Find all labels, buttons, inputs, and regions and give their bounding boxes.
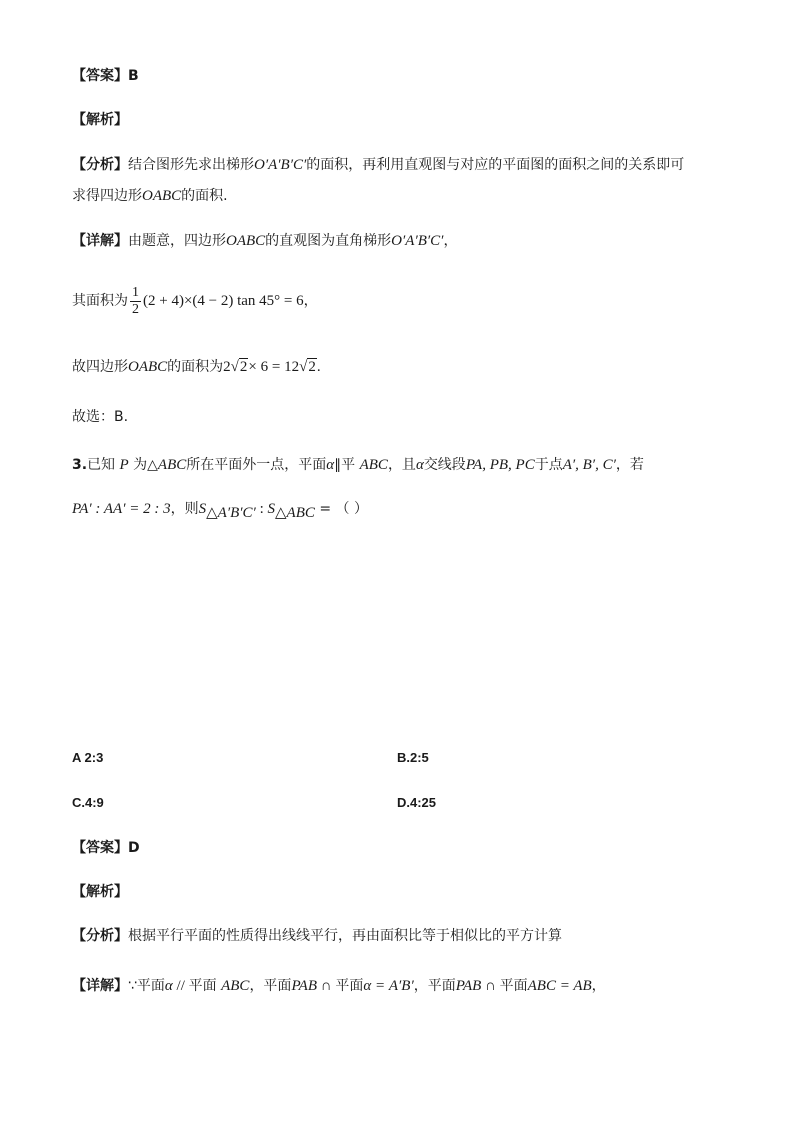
stem-text: 已知 bbox=[87, 457, 116, 473]
stem-math: S bbox=[267, 501, 276, 517]
because-symbol: ∵ bbox=[128, 978, 137, 994]
question-number: 3. bbox=[72, 457, 88, 473]
detail-math: ABC bbox=[221, 978, 250, 994]
stem-math: A′, B′, C′ bbox=[562, 457, 616, 473]
sqrt-radicand: 2 bbox=[308, 359, 316, 375]
stem-math: α bbox=[326, 457, 335, 473]
detail-math: O′A′B′C′ bbox=[391, 233, 444, 249]
fenxi-text: 求得四边形 bbox=[72, 188, 142, 204]
stem-text: △ bbox=[147, 457, 158, 473]
q2-analysis-label bbox=[72, 110, 128, 130]
detail-text: 平面 bbox=[188, 978, 217, 994]
detail-text: ，平面 bbox=[249, 978, 292, 994]
q2-fenxi-line1 bbox=[72, 155, 684, 175]
option-a: A 2:3 bbox=[72, 750, 104, 765]
option-b: B.2:5 bbox=[397, 750, 429, 765]
sqrt-symbol: √2 bbox=[299, 359, 316, 375]
stem-math: PA′ : AA′ = 2 : 3 bbox=[72, 501, 171, 517]
stem-math: S bbox=[198, 501, 207, 517]
fraction-denominator: 2 bbox=[132, 301, 139, 317]
q3-stem-line2 bbox=[72, 499, 368, 523]
q2-area-line bbox=[72, 284, 318, 318]
detail-label: 【详解】 bbox=[72, 233, 128, 249]
stem-text: = （ ） bbox=[314, 501, 368, 517]
q2-answer-line bbox=[72, 66, 139, 86]
result-prefix: 故四边形 bbox=[72, 359, 128, 375]
detail-text: ， bbox=[591, 978, 606, 994]
result-math: OABC bbox=[128, 359, 168, 375]
answer-label: 【答案】 bbox=[72, 68, 128, 84]
fraction bbox=[130, 285, 141, 318]
stem-text: 于点 bbox=[534, 457, 563, 473]
area-prefix: 其面积为 bbox=[72, 293, 128, 309]
detail-math: α bbox=[164, 978, 173, 994]
stem-text: 平 bbox=[341, 457, 356, 473]
stem-math: PA, PB, PC bbox=[465, 457, 535, 473]
stem-text: ，且 bbox=[387, 457, 416, 473]
fenxi-label: 【分析】 bbox=[72, 928, 128, 944]
result-end: . bbox=[316, 359, 321, 375]
fraction-numerator: 1 bbox=[132, 284, 139, 300]
q3-stem-line1 bbox=[72, 455, 644, 475]
stem-math: ABC bbox=[359, 457, 388, 473]
q3-fenxi-line bbox=[72, 926, 562, 946]
stem-text: ，若 bbox=[615, 457, 644, 473]
fenxi-label: 【分析】 bbox=[72, 157, 128, 173]
stem-colon: : bbox=[255, 501, 268, 517]
area-suffix: ， bbox=[303, 293, 318, 309]
detail-text: 平面 bbox=[136, 978, 165, 994]
fenxi-math: OABC bbox=[142, 188, 182, 204]
detail-math: ∩ bbox=[481, 978, 500, 994]
detail-text: ， bbox=[443, 233, 458, 249]
answer-label: 【答案】 bbox=[72, 840, 128, 856]
stem-math: ABC bbox=[157, 457, 187, 473]
stem-text: 所在平面外一点，平面 bbox=[186, 457, 327, 473]
detail-label: 【详解】 bbox=[72, 978, 128, 994]
q2-result-line bbox=[72, 357, 321, 377]
q2-detail-line1 bbox=[72, 231, 457, 251]
q2-choice-line bbox=[72, 407, 128, 427]
detail-text: 的直观图为直角梯形 bbox=[265, 233, 392, 249]
analysis-label: 【解析】 bbox=[72, 884, 128, 900]
fenxi-math: O′A′B′C′ bbox=[254, 157, 307, 173]
result-text: 的面积为 bbox=[167, 359, 224, 375]
result-coef: 2 bbox=[223, 359, 231, 375]
detail-text: ，平面 bbox=[413, 978, 456, 994]
option-c: C.4:9 bbox=[72, 795, 104, 810]
detail-math: ABC = AB bbox=[527, 978, 592, 994]
fenxi-text: 根据平行平面的性质得出线线平行，再由面积比等于相似比的平方计算 bbox=[128, 928, 562, 944]
stem-math: P bbox=[119, 457, 129, 473]
detail-math: PAB bbox=[291, 978, 317, 994]
answer-value: D bbox=[128, 840, 140, 856]
stem-subscript: △A′B′C′ bbox=[206, 504, 256, 521]
detail-math: // bbox=[172, 978, 189, 994]
detail-math: ∩ bbox=[317, 978, 336, 994]
q3-answer-line bbox=[72, 838, 140, 858]
detail-math: OABC bbox=[226, 233, 266, 249]
detail-text: 由题意，四边形 bbox=[128, 233, 226, 249]
fenxi-text: 的面积，再利用直观图与对应的平面图的面积之间的关系即可 bbox=[306, 157, 685, 173]
fenxi-text: 的面积. bbox=[181, 188, 228, 204]
option-d: D.4:25 bbox=[397, 795, 437, 810]
detail-text: 平面 bbox=[499, 978, 528, 994]
q3-detail-line bbox=[72, 976, 606, 996]
area-expression: (2 + 4)×(4 − 2) tan 45° = 6 bbox=[143, 293, 304, 309]
sqrt-radicand: 2 bbox=[239, 359, 248, 375]
choice-text: 故选：B. bbox=[72, 409, 129, 425]
stem-text: ∥ bbox=[334, 457, 342, 473]
answer-value: B bbox=[128, 68, 139, 84]
result-mid: × 6 = 12 bbox=[248, 359, 300, 375]
stem-text: 交线段 bbox=[423, 457, 466, 473]
stem-math: α bbox=[415, 457, 424, 473]
sqrt-symbol: √2 bbox=[230, 359, 248, 375]
analysis-label: 【解析】 bbox=[72, 112, 128, 128]
fenxi-text: 结合图形先求出梯形 bbox=[128, 157, 254, 173]
q2-fenxi-line2 bbox=[72, 186, 228, 206]
stem-text: 为 bbox=[133, 457, 148, 473]
stem-text: ，则 bbox=[170, 501, 199, 517]
stem-subscript: △ABC bbox=[275, 504, 315, 521]
detail-text: 平面 bbox=[335, 978, 364, 994]
detail-math: α = A′B′ bbox=[363, 978, 414, 994]
q3-analysis-label bbox=[72, 882, 128, 902]
detail-math: PAB bbox=[455, 978, 482, 994]
